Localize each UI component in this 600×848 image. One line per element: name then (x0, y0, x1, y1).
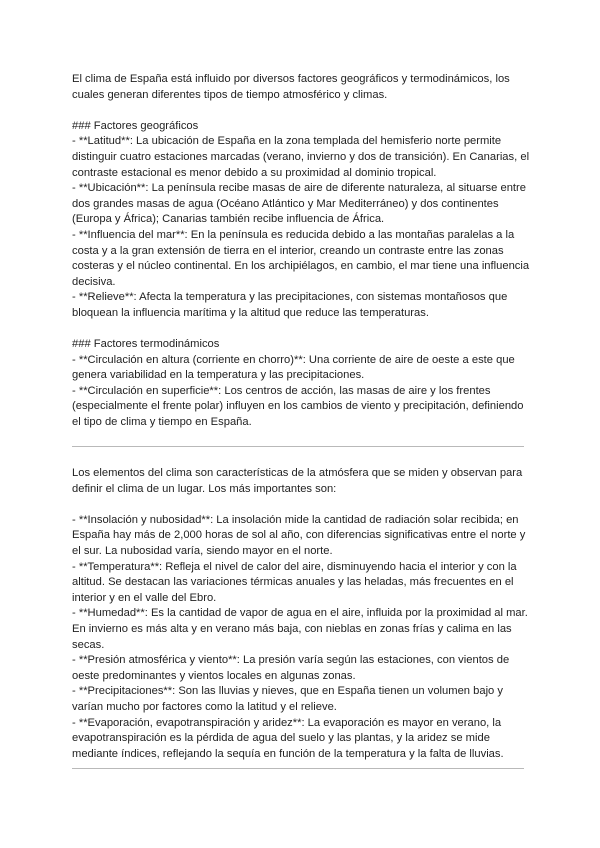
elements-intro-paragraph: Los elementos del clima son características de la atmósfera que se miden y observan para definir el clima de un lugar. Los más importantes son: (72, 467, 523, 495)
geo-item-influencia-mar: - **Influencia del mar**: En la península es reducida debido a las montañas paralelas a la costa y a la gran extensión de tierra en el interior, creando un contraste entre las zonas costeras y el núcleo continental. En los archipiélagos, en cambio, el mar tiene una influencia decisiva. (72, 228, 530, 288)
thermo-item-altura: - **Circulación en altura (corriente en chorro)**: Una corriente de aire de oeste a este que genera variabilidad en la temperatura y las precipitaciones. (72, 353, 515, 382)
document-page (72, 72, 532, 760)
thermo-item-superficie: - **Circulación en superficie**: Los centros de acción, las masas de aire y los frentes (especialmente el frente polar) influyen en los cambios de viento y precipitación, definiendo el tipo de clima y tiempo en España. (72, 384, 524, 429)
element-item-evaporacion: - **Evaporación, evapotranspiración y aridez**: La evaporación es mayor en verano, la evapotranspiración es la pérdida de agua del suelo y las plantas, y la aridez se mide mediante índices, reflejando la sequía en función de la temperatura y la falta de lluvias. (72, 716, 504, 760)
section-divider-bottom (72, 768, 524, 769)
geo-item-relieve: - **Relieve**: Afecta la temperatura y las precipitaciones, con sistemas montañosos que bloquean la influencia marítima y la altitud que reduce las temperaturas. (72, 291, 508, 319)
element-item-presion: - **Presión atmosférica y viento**: La presión varía según las estaciones, con vientos de oeste predominantes y vientos locales en algunas zonas. (72, 654, 510, 682)
climate-factors-section (72, 72, 532, 431)
geo-item-latitud: - **Latitud**: La ubicación de España en la zona templada del hemisferio norte permite distinguir cuatro estaciones marcadas (verano, invierno y dos de transición). En Canarias, el contraste estacional es menor debido a su proximidad al dominio tropical. (72, 135, 530, 179)
intro-paragraph: El clima de España está influido por diversos factores geográficos y termodinámicos, los cuales generan diferentes tipos de tiempo atmosférico y climas. (72, 73, 510, 101)
geo-factors-heading: ### Factores geográficos (72, 119, 199, 132)
element-item-humedad: - **Humedad**: Es la cantidad de vapor de agua en el aire, influida por la proximidad al mar. En invierno es más alta y en verano más baja, con nieblas en zonas frías y calima en las secas. (72, 607, 528, 651)
thermo-factors-heading: ### Factores termodinámicos (72, 338, 220, 351)
climate-elements-section (72, 466, 532, 762)
element-item-precipitaciones: - **Precipitaciones**: Son las lluvias y nieves, que en España tienen un volumen bajo y varían mucho por factores como la latitud y el relieve. (72, 685, 503, 713)
geo-item-ubicacion: - **Ubicación**: La península recibe masas de aire de diferente naturaleza, al situarse entre dos grandes masas de agua (Océano Atlántico y Mar Mediterráneo) y dos continentes (Europa y África); Canarias también recibe influencia de África. (72, 182, 526, 226)
element-item-temperatura: - **Temperatura**: Refleja el nivel de calor del aire, disminuyendo hacia el interior y con la altitud. Se destacan las variaciones térmicas anuales y las heladas, más frecuentes en el interior y en el valle del Ebro. (72, 560, 517, 604)
section-divider (72, 446, 524, 447)
element-item-insolacion: - **Insolación y nubosidad**: La insolación mide la cantidad de radiación solar recibida; en España hay más de 2,000 horas de sol al año, con diferencias significativas entre el norte y el sur. La nubosidad varía, siendo mayor en el norte. (72, 513, 526, 557)
